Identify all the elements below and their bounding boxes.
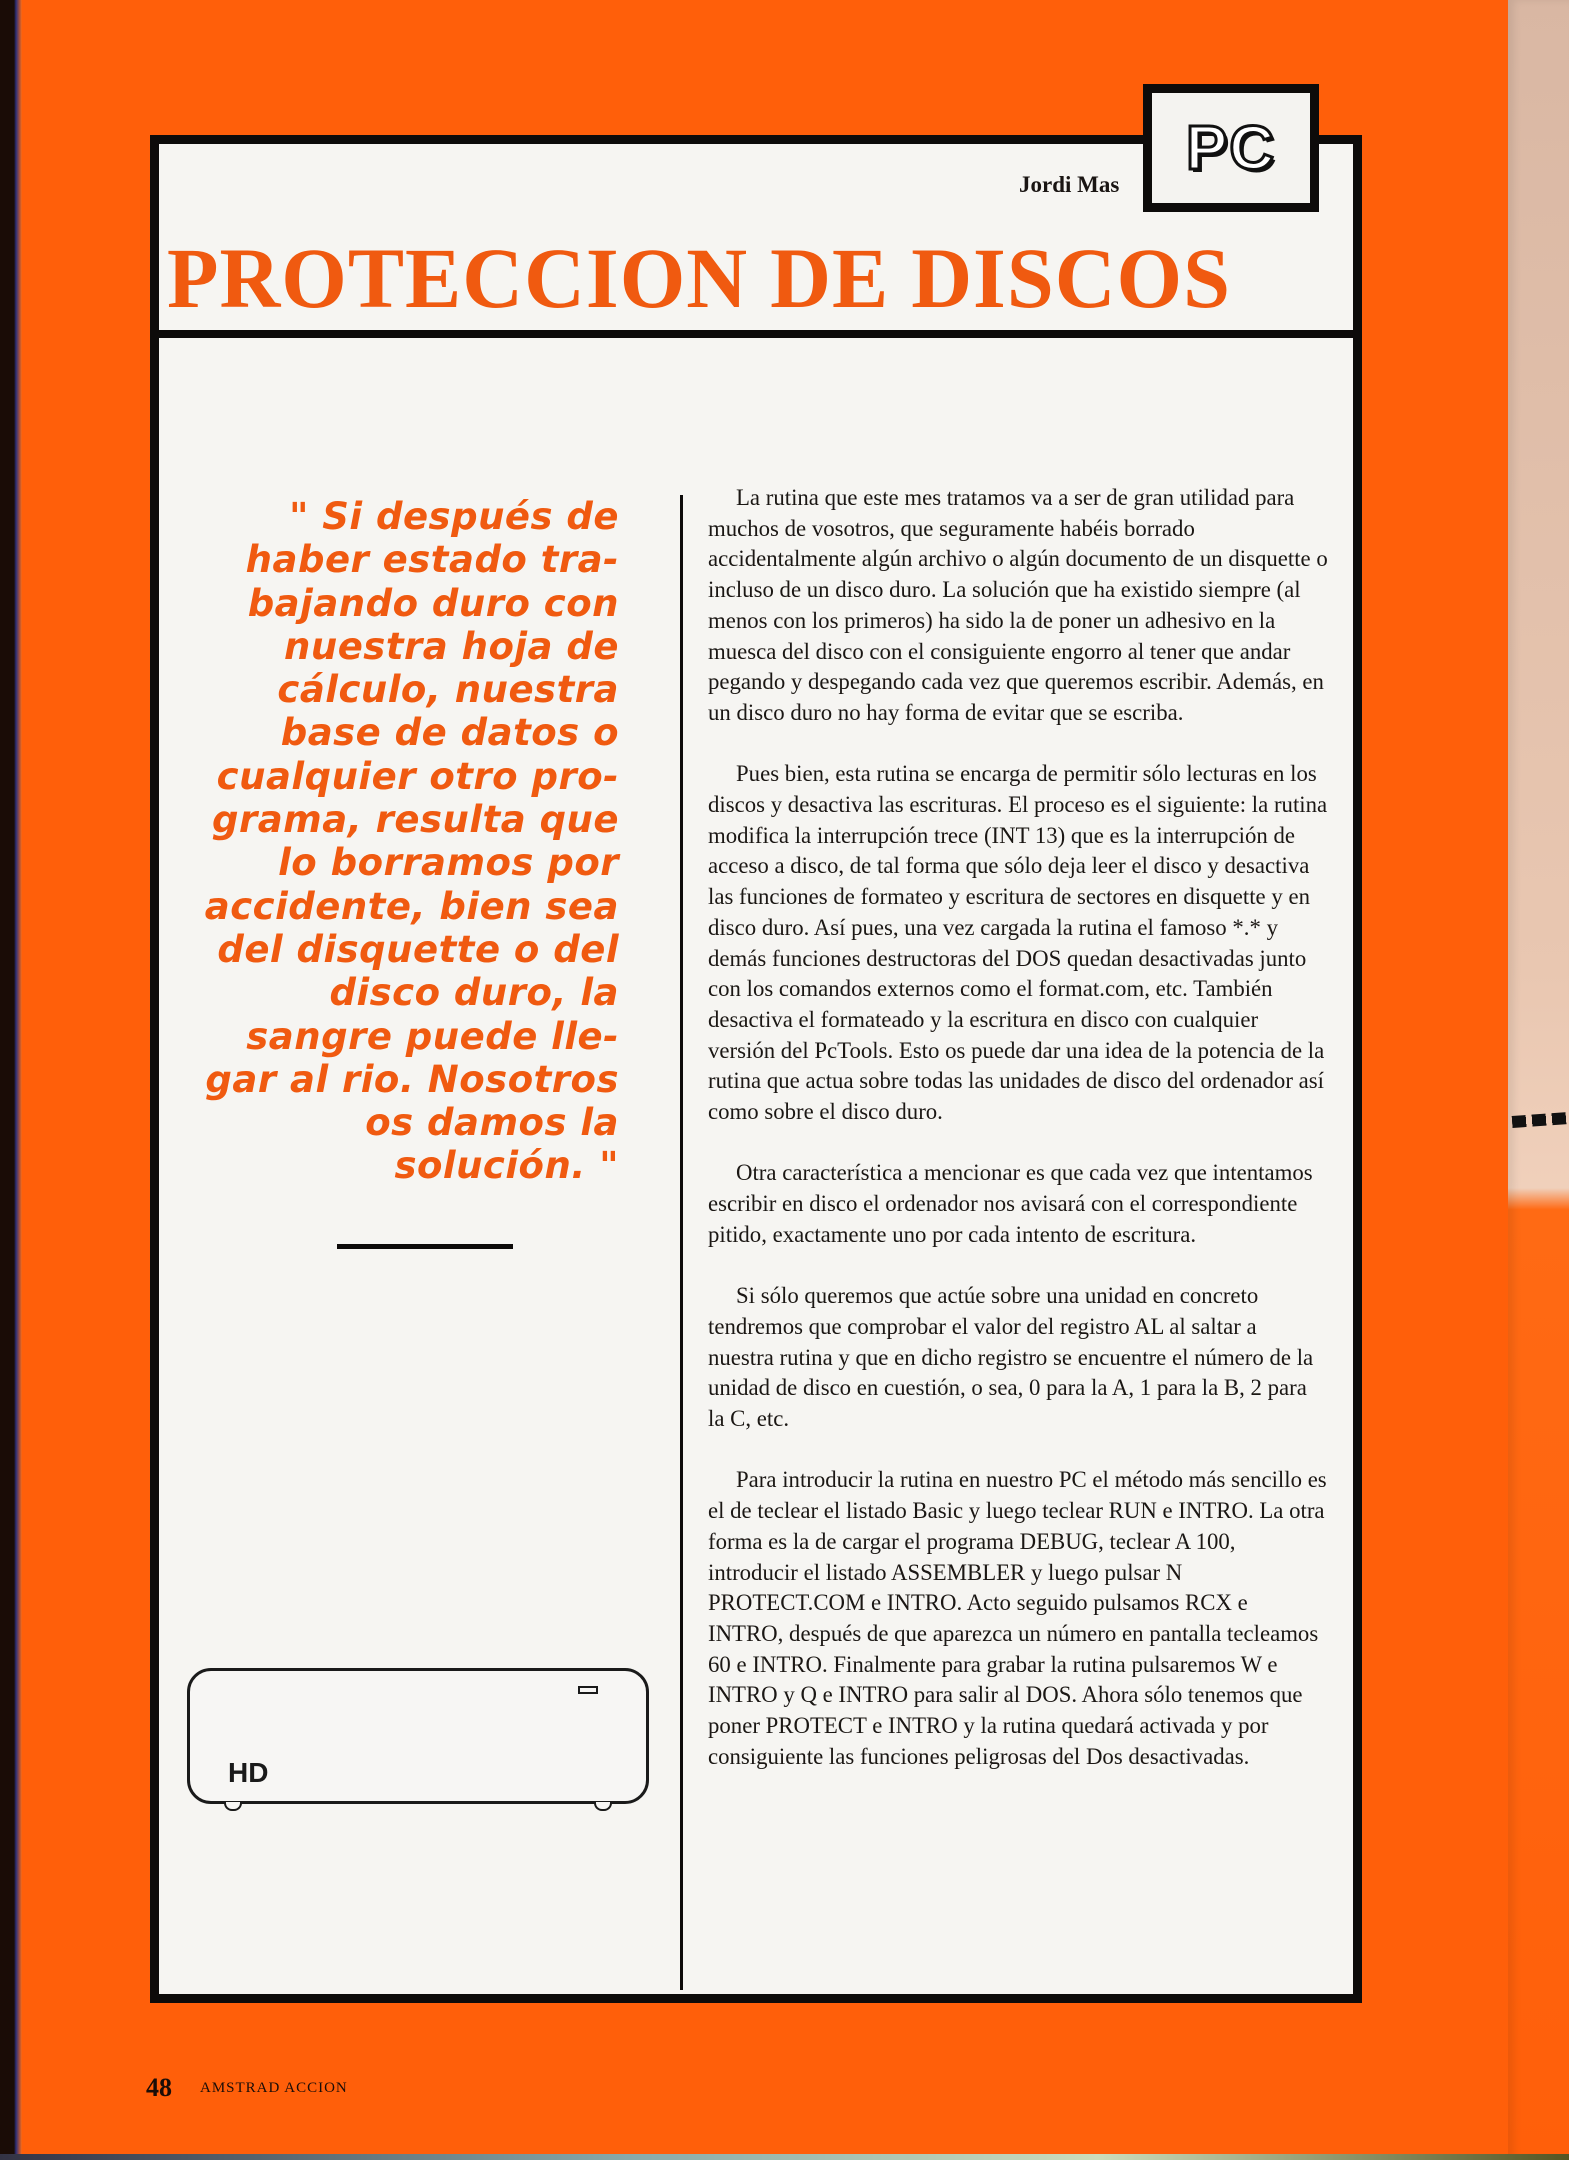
- pull-quote-line: cualquier otro pro-: [216, 754, 619, 798]
- adjacent-page-edge: [1508, 0, 1569, 2160]
- pull-quote: [189, 495, 619, 1188]
- pull-quote-line: solución. ": [394, 1144, 619, 1188]
- pull-quote-line: lo borramos por: [278, 841, 619, 885]
- hard-disk-icon: [187, 1668, 649, 1804]
- body-paragraph: Otra característica a mencionar es que cada vez que intentamos escribir en disco el ordenador nos avisará con el correspondiente pitido, exactamente uno por cada intento de escritura.: [708, 1160, 1313, 1247]
- pull-quote-line: grama, resulta que: [211, 798, 619, 842]
- pull-quote-line: disco duro, la: [329, 971, 619, 1015]
- drive-foot-right: [594, 1802, 612, 1811]
- pull-quote-line: nuestra hoja de: [284, 624, 619, 668]
- body-paragraph: La rutina que este mes tratamos va a ser de gran utilidad para muchos de vosotros, que seguramente habéis borrado accidentalmente algún archivo o algún documento de un disquette o incluso de un disco duro. La solución que ha existido siempre (al menos con los primeros) ha sido la de poner un adhesivo en la muesca del disco con el consiguiente engorro al tener que andar pegando y despegando cada vez que queremos escribir. Además, en un disco duro no hay forma de evitar que se escriba.: [708, 485, 1328, 725]
- section-badge-label: PC: [1185, 113, 1277, 183]
- section-badge: [1143, 84, 1319, 212]
- magazine-name: AMSTRAD ACCION: [200, 2080, 348, 2096]
- page-number: 48: [146, 2073, 172, 2102]
- drive-foot-left: [224, 1802, 242, 1811]
- drive-led-icon: [578, 1686, 598, 1694]
- pull-quote-line: " Si después de: [289, 495, 619, 538]
- article-title: PROTECCION DE DISCOS: [167, 230, 1231, 326]
- article-body: [708, 483, 1328, 1803]
- body-paragraph: Para introducir la rutina en nuestro PC el método más sencillo es el de teclear el listado Basic y luego teclear RUN e INTRO. La otra forma es la de cargar el programa DEBUG, teclear A 100, introducir el listado ASSEMBLER y luego pulsar N PROTECT.COM e INTRO. Acto seguido pulsamos RCX e INTRO, después de que aparezca un número en pantalla tecleamos 60 e INTRO. Finalmente para grabar la rutina pulsaremos W e INTRO y Q e INTRO para salir al DOS. Ahora sólo tenemos que poner PROTECT e INTRO y la rutina quedará activada y por consiguiente las funciones peligrosas del Dos desactivadas.: [708, 1467, 1327, 1769]
- pull-quote-line: gar al rio. Nosotros: [205, 1057, 619, 1101]
- scan-edge: [0, 2154, 1569, 2160]
- page-spine-left: [0, 0, 22, 2160]
- pull-quote-line: os damos la: [365, 1101, 619, 1145]
- pull-quote-line: sangre puede lle-: [246, 1014, 619, 1058]
- column-divider: [680, 495, 683, 1990]
- body-paragraph: Si sólo queremos que actúe sobre una unidad en concreto tendremos que comprobar el valor del registro AL al saltar a nuestra rutina y que en dicho registro se encuentre el número de la unidad de disco en cuestión, o sea, 0 para la A, 1 para la B, 2 para la C, etc.: [708, 1283, 1314, 1432]
- pull-quote-line: bajando duro con: [247, 581, 619, 625]
- pull-quote-line: base de datos o: [280, 711, 619, 755]
- body-paragraph: Pues bien, esta rutina se encarga de permitir sólo lecturas en los discos y desactiva las escrituras. El proceso es el siguiente: la rutina modifica la interrupción trece (INT 13) que es la interrupción de acceso a disco, de tal forma que sólo deja leer el disco y desactiva las funciones de formateo y escritura de sectores en disquette y en disco duro. Así pues, una vez cargada la rutina el famoso *.* y demás funciones destructoras del DOS quedan desactivadas junto con los comandos externos como el format.com, etc. También desactiva el formateado y la escritura en disco con cualquier versión del PcTools. Esto os puede dar una idea de la potencia de la rutina que actua sobre todas las unidades de disco del ordenador así como sobre el disco duro.: [708, 761, 1328, 1125]
- article-panel: [150, 135, 1362, 2003]
- hd-label: HD: [228, 1757, 269, 1788]
- author-byline: Jordi Mas: [1019, 172, 1120, 197]
- pull-quote-line: accidente, bien sea: [204, 884, 619, 928]
- pull-quote-line: cálculo, nuestra: [277, 668, 619, 712]
- pull-quote-line: haber estado tra-: [245, 538, 619, 582]
- pull-quote-line: del disquette o del: [217, 927, 619, 971]
- pull-quote-divider: [337, 1244, 513, 1249]
